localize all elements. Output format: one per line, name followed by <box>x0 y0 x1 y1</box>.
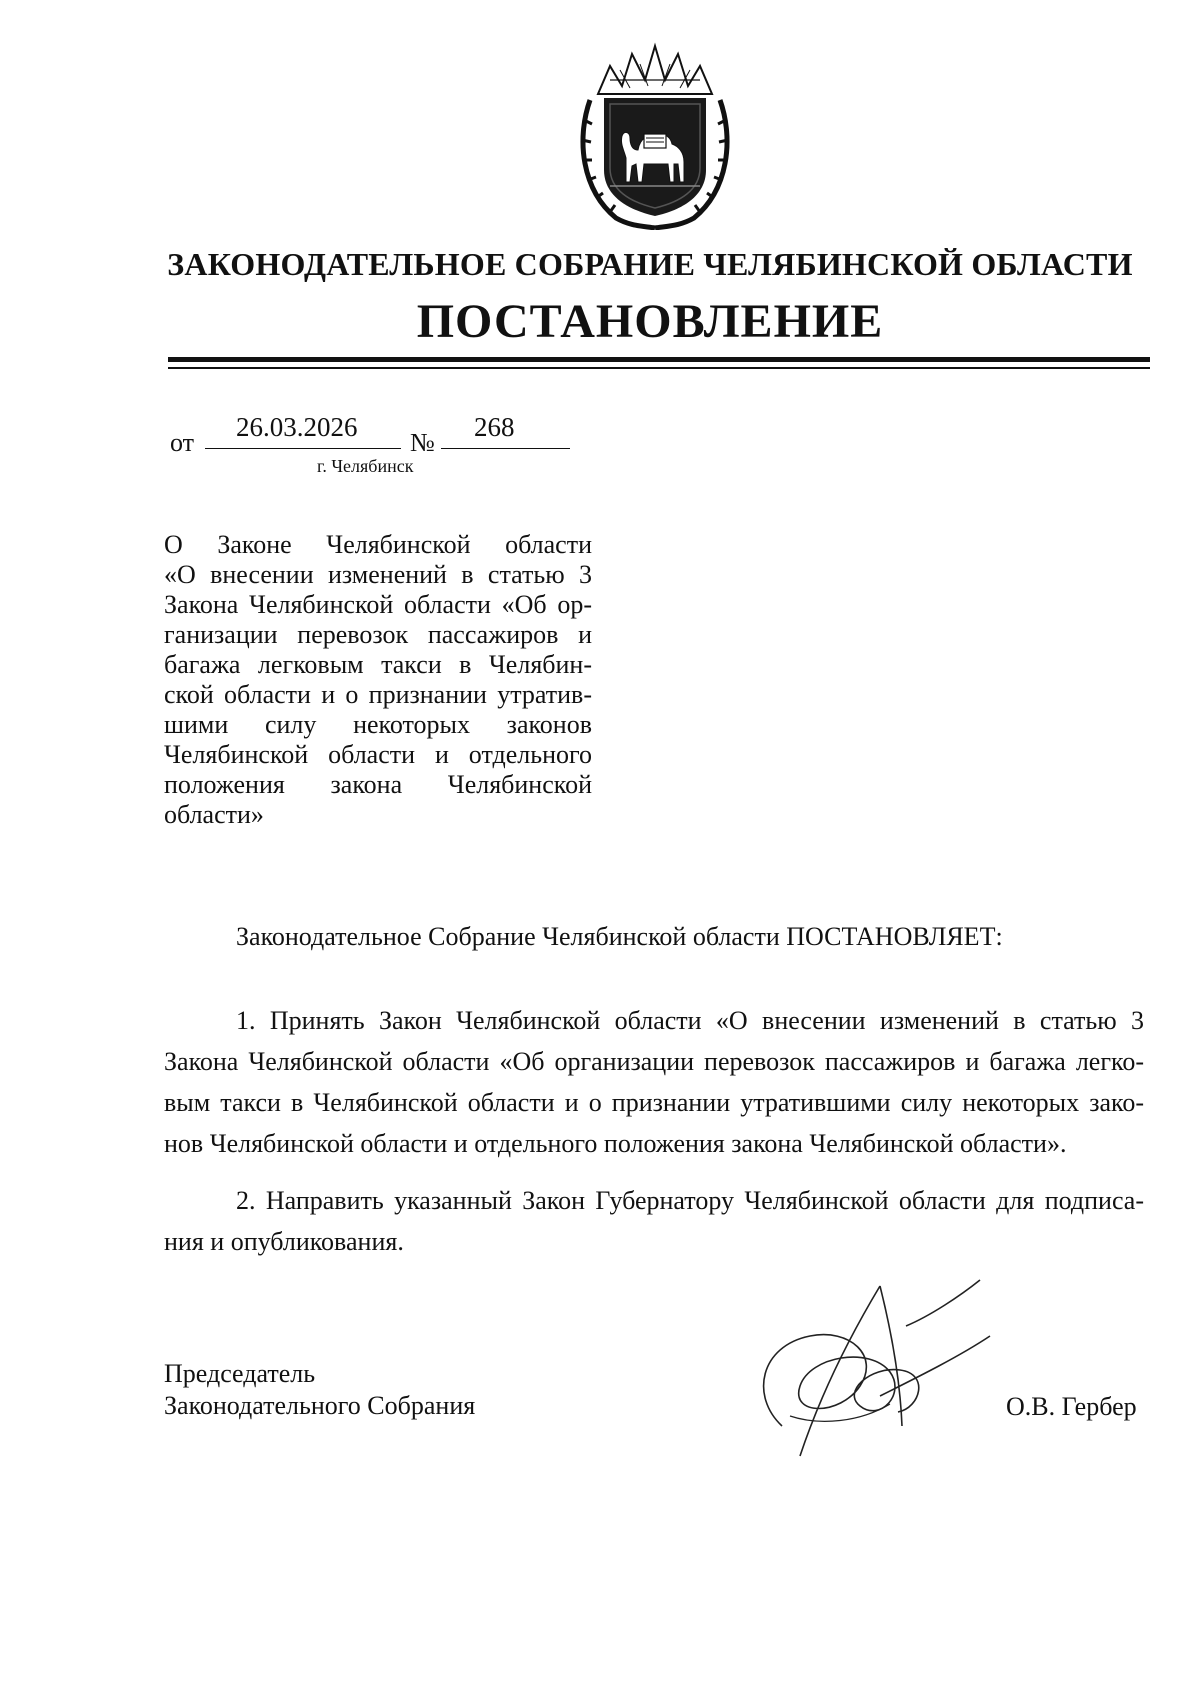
chelyabinsk-coat-of-arms-emblem <box>570 40 740 230</box>
date-prefix-label: от <box>170 428 195 457</box>
issuing-city: г. Челябинск <box>317 456 414 476</box>
handwritten-signature <box>730 1276 1000 1476</box>
document-date: 26.03.2026 <box>236 412 358 442</box>
subject-line: области» <box>164 800 264 829</box>
header-rule-thick <box>168 357 1150 362</box>
header-rule-thin <box>168 367 1150 369</box>
subject-line: багажа легковым такси в Челябин- <box>164 650 592 679</box>
decree-paragraph-2 <box>164 1180 1144 1262</box>
paragraph-line: ния и опубликования. <box>164 1227 404 1256</box>
subject-line: Челябинской области и отдельного <box>164 740 592 769</box>
subject-line: шими силу некоторых законов <box>164 710 592 739</box>
subject-line: положения закона Челябинской <box>164 770 592 799</box>
paragraph-line: Закона Челябинской области «Об организации перевозок пассажиров и багажа легко- <box>164 1047 1144 1076</box>
document-subject <box>164 530 592 830</box>
organization-title: ЗАКОНОДАТЕЛЬНОЕ СОБРАНИЕ ЧЕЛЯБИНСКОЙ ОБЛАСТИ <box>167 246 1133 282</box>
subject-line: ганизации перевозок пассажиров и <box>164 620 592 649</box>
paragraph-line: нов Челябинской области и отдельного положения закона Челябинской области». <box>164 1129 1067 1158</box>
document-type-title: ПОСТАНОВЛЕНИЕ <box>416 295 884 348</box>
paragraph-line: 2. Направить указанный Закон Губернатору Челябинской области для подписа- <box>236 1186 1144 1215</box>
signatory-position-line: Председатель <box>164 1359 316 1388</box>
date-underline <box>205 448 401 449</box>
decree-intro: Законодательное Собрание Челябинской области ПОСТАНОВЛЯЕТ: <box>236 922 1003 951</box>
number-sign-label: № <box>410 428 435 457</box>
subject-line: «О внесении изменений в статью 3 <box>164 560 592 589</box>
decree-paragraph-1 <box>164 1000 1144 1164</box>
paragraph-line: 1. Принять Закон Челябинской области «О внесении изменений в статью 3 <box>236 1006 1144 1035</box>
number-underline <box>441 448 570 449</box>
subject-line: ской области и о признании утратив- <box>164 680 592 709</box>
paragraph-line: вым такси в Челябинской области и о признании утратившими силу некоторых зако- <box>164 1088 1144 1117</box>
signatory-position-line: Законодательного Собрания <box>164 1391 476 1420</box>
signatory-position <box>164 1358 475 1422</box>
document-number: 268 <box>474 412 515 442</box>
subject-line: О Законе Челябинской области <box>164 530 592 559</box>
subject-line: Закона Челябинской области «Об ор- <box>164 590 592 619</box>
signatory-name: О.В. Гербер <box>1006 1392 1137 1421</box>
